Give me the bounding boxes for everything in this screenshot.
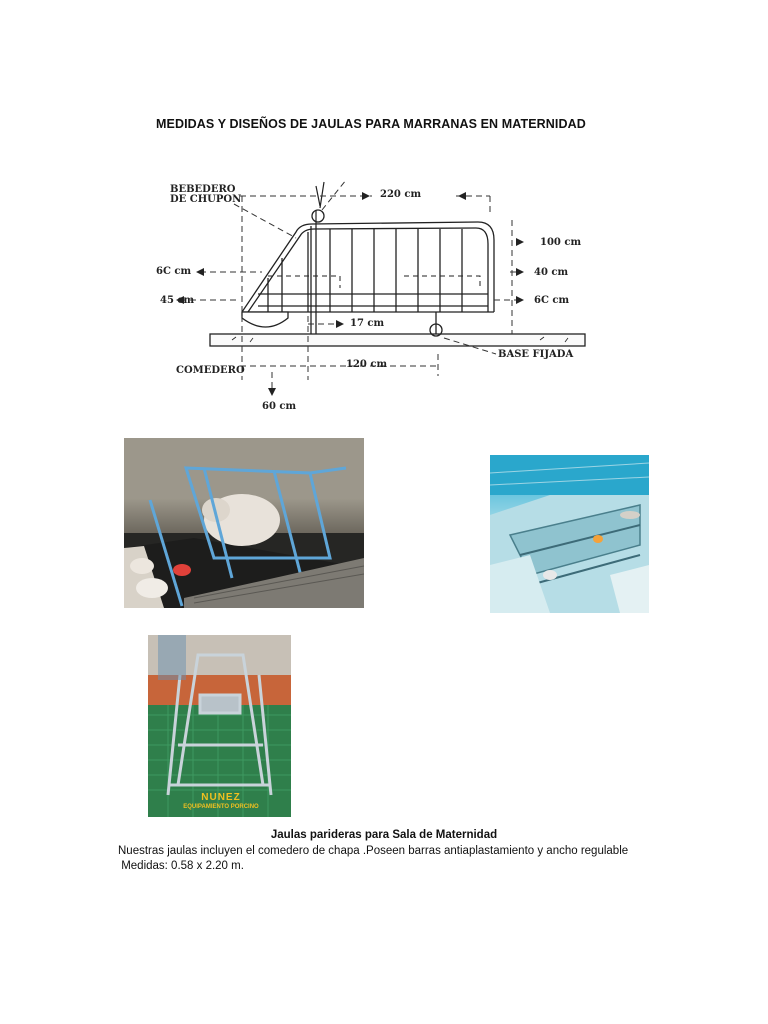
page-title: MEDIDAS Y DISEÑOS DE JAULAS PARA MARRANAS EN MATERNIDAD [156, 117, 586, 131]
brand-name: NUNEZ [201, 791, 241, 803]
diagram-label: 40 cm [534, 267, 569, 278]
diagram-label: 60 cm [262, 401, 297, 412]
diagram-label: 120 cm [346, 359, 388, 370]
diagram-label: 220 cm [380, 189, 422, 200]
diagram-label: 6C cm [534, 295, 570, 306]
crate-diagram [0, 0, 768, 430]
photo-farrowing-crate [148, 635, 291, 817]
diagram-label: DE CHUPON [170, 194, 242, 205]
brand-watermark [178, 792, 264, 811]
caption-line-2: Medidas: 0.58 x 2.20 m. [118, 860, 244, 872]
diagram-label: BASE FIJADA [498, 349, 574, 360]
caption-title: Jaulas parideras para Sala de Maternidad [270, 829, 498, 841]
diagram-label: COMEDERO [176, 365, 245, 376]
diagram-label: 100 cm [540, 237, 582, 248]
diagram-label: BEBEDERO [170, 184, 236, 195]
diagram-label: 45 cm [160, 295, 195, 306]
diagram-label: 17 cm [350, 318, 385, 329]
photo-sow-crate [124, 438, 364, 608]
brand-tagline: EQUIPAMIENTO PORCINO [183, 803, 259, 810]
caption-line-1: Nuestras jaulas incluyen el comedero de chapa .Poseen barras antiaplastamiento y ancho regulable [118, 845, 629, 857]
photo-maternity-room [490, 455, 649, 613]
diagram-label: 6C cm [156, 266, 192, 277]
